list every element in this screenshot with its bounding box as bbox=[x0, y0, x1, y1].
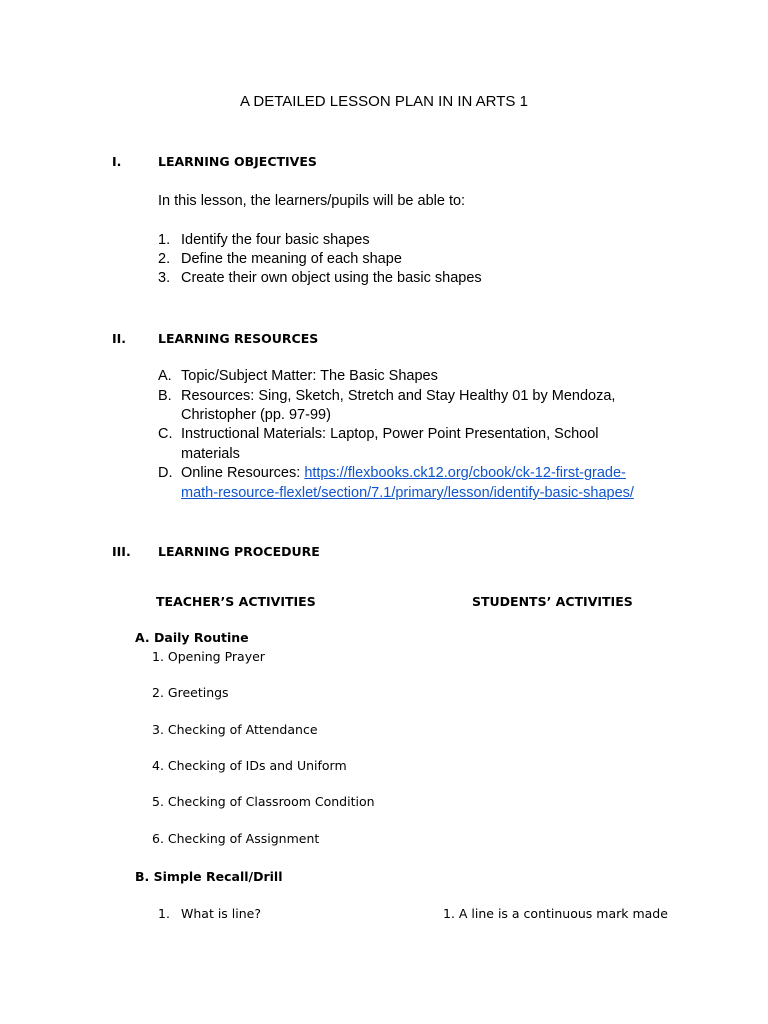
objectives-intro: In this lesson, the learners/pupils will be able to: bbox=[158, 193, 466, 209]
daily-routine-heading: A. Daily Routine bbox=[135, 630, 249, 645]
list-text bbox=[181, 465, 626, 481]
list-text: Define the meaning of each shape bbox=[181, 251, 402, 267]
list-marker: C. bbox=[158, 426, 173, 442]
simple-recall-heading: B. Simple Recall/Drill bbox=[135, 869, 283, 884]
online-resources-label: Online Resources: bbox=[181, 465, 305, 481]
online-resource-link-continuation[interactable]: math-resource-flexlet/section/7.1/primary/lesson/identify-basic-shapes/ bbox=[181, 485, 634, 501]
list-marker: A. bbox=[158, 368, 172, 384]
section-3-number: III. bbox=[112, 544, 131, 559]
teacher-activities-header: TEACHER’S ACTIVITIES bbox=[156, 594, 316, 609]
students-activities-header: STUDENTS’ ACTIVITIES bbox=[472, 594, 633, 609]
list-marker: D. bbox=[158, 465, 173, 481]
list-text: materials bbox=[181, 446, 240, 462]
list-marker: 3. bbox=[158, 270, 171, 286]
section-2-number: II. bbox=[112, 331, 127, 346]
recall-question-marker: 1. bbox=[158, 906, 170, 921]
list-text: Resources: Sing, Sketch, Stretch and Stay Healthy 01 by Mendoza, bbox=[181, 388, 616, 404]
list-text: Topic/Subject Matter: The Basic Shapes bbox=[181, 368, 438, 384]
list-text: Christopher (pp. 97-99) bbox=[181, 407, 331, 423]
list-marker: 1. bbox=[158, 232, 171, 248]
routine-item: 1. Opening Prayer bbox=[152, 649, 265, 664]
section-3-heading: LEARNING PROCEDURE bbox=[158, 544, 320, 559]
list-text: Instructional Materials: Laptop, Power Point Presentation, School bbox=[181, 426, 599, 442]
list-text: Create their own object using the basic shapes bbox=[181, 270, 482, 286]
recall-question: What is line? bbox=[181, 906, 261, 921]
section-2-heading: LEARNING RESOURCES bbox=[158, 331, 319, 346]
list-marker: 2. bbox=[158, 251, 171, 267]
recall-answer: 1. A line is a continuous mark made bbox=[443, 906, 668, 921]
online-resource-link[interactable]: https://flexbooks.ck12.org/cbook/ck-12-first-grade- bbox=[304, 465, 626, 481]
section-1-number: I. bbox=[112, 154, 122, 169]
routine-item: 5. Checking of Classroom Condition bbox=[152, 794, 375, 809]
list-marker: B. bbox=[158, 388, 172, 404]
routine-item: 6. Checking of Assignment bbox=[152, 831, 320, 846]
section-1-heading: LEARNING OBJECTIVES bbox=[158, 154, 317, 169]
routine-item: 3. Checking of Attendance bbox=[152, 722, 318, 737]
routine-item: 2. Greetings bbox=[152, 685, 229, 700]
document-title: A DETAILED LESSON PLAN IN IN ARTS 1 bbox=[240, 93, 528, 110]
list-text: Identify the four basic shapes bbox=[181, 232, 370, 248]
routine-item: 4. Checking of IDs and Uniform bbox=[152, 758, 347, 773]
